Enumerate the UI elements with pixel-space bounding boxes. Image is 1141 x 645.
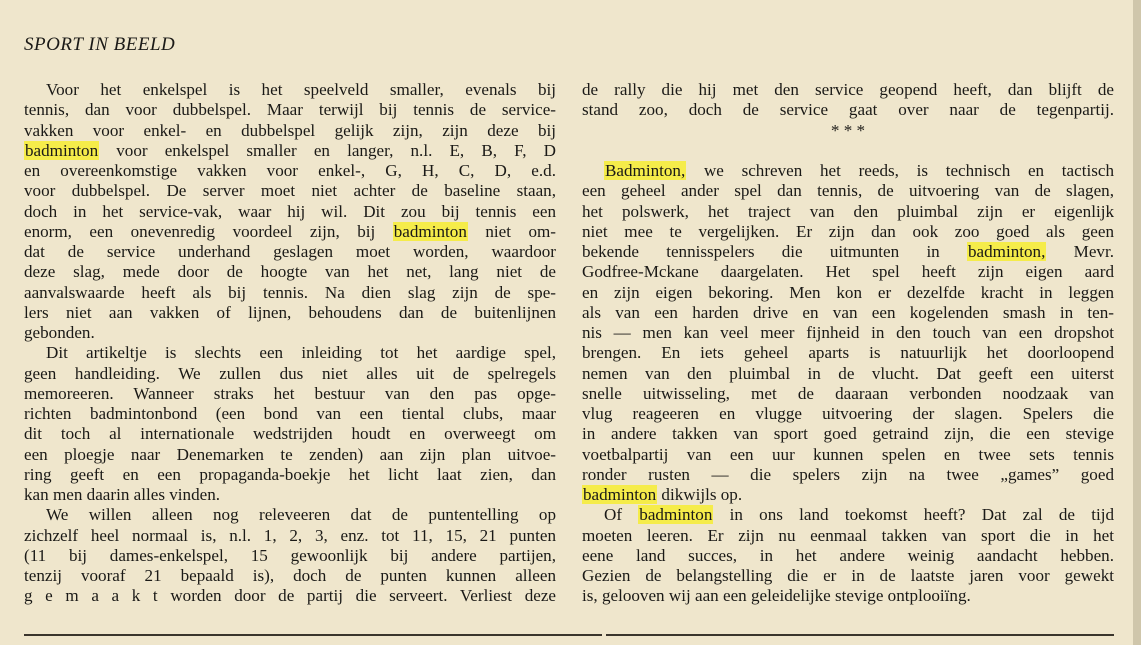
- text-line: [582, 343, 1114, 363]
- text-line: [24, 202, 556, 222]
- text-line: [582, 303, 1114, 323]
- text-run: deze slag, mede door de hoogte van het net, lang niet de: [24, 262, 556, 282]
- text-run: enorm, een onevenredig voordeel zijn, bij: [24, 221, 393, 241]
- section-separator: [582, 121, 1114, 141]
- text-line: [24, 404, 556, 424]
- text-line: [582, 283, 1114, 303]
- text-line: [582, 526, 1114, 546]
- text-line: [582, 364, 1114, 384]
- text-line: [582, 161, 1114, 181]
- left-column: [24, 80, 556, 607]
- text-run: (11 bij dames-enkelspel, 15 gewoonlijk bij andere partijen,: [24, 545, 556, 565]
- text-line: [582, 100, 1114, 120]
- text-run: ronder rusten — die spelers zijn na twee „games” goed: [582, 464, 1114, 484]
- text-line: [24, 283, 556, 303]
- text-line: [582, 586, 1114, 606]
- text-run: in andere takken van sport goed getraind zijn, die een stevige: [582, 424, 1114, 444]
- page-edge: [1133, 0, 1141, 645]
- text-line: [582, 222, 1114, 242]
- text-run: vlug reageeren en vlugge uitvoering der slagen. Spelers die: [582, 404, 1114, 423]
- text-run: tenzij vooraf 21 bepaald is), doch de punten kunnen alleen: [24, 566, 556, 585]
- text-run: ring geeft en een propaganda-boekje het licht laat zien, dan: [24, 464, 556, 484]
- text-run: richten badmintonbond (een bond van een tiental clubs, maar: [24, 404, 556, 423]
- text-run: gebonden.: [24, 323, 95, 342]
- text-run: bekende tennisspelers die uitmunten in: [582, 242, 967, 261]
- text-line: [24, 445, 556, 465]
- text-run: nemen van den pluimbal in de vlucht. Dat geeft een uiterst: [582, 363, 1114, 383]
- text-run: niet om-: [467, 221, 556, 241]
- text-run: voor dubbelspel. De server moet niet achter de baseline staan,: [24, 181, 556, 201]
- text-line: [582, 181, 1114, 201]
- text-line: [582, 262, 1114, 282]
- right-column: [582, 80, 1114, 607]
- text-line: [582, 445, 1114, 465]
- text-run: nis — men kan veel meer fijnheid in den touch van een dropshot: [582, 323, 1114, 342]
- text-line: [24, 303, 556, 323]
- text-run: dit toch al internationale wedstrijden houdt en overweegt om: [24, 424, 556, 444]
- text-line: [24, 181, 556, 201]
- paragraph-spacer: [582, 141, 1114, 161]
- text-run: Of: [604, 505, 639, 525]
- text-line: [582, 202, 1114, 222]
- text-line: [24, 384, 556, 404]
- text-line: [24, 323, 556, 343]
- text-line: [582, 566, 1114, 586]
- text-run: Gezien de belangstelling die er in de laatste jaren voor gewekt: [582, 566, 1114, 585]
- text-run: stand zoo, doch de service gaat over naar de tegenpartij.: [582, 100, 1114, 120]
- text-run: * * *: [830, 120, 866, 140]
- text-line: [582, 242, 1114, 262]
- text-line: [582, 424, 1114, 444]
- text-line: [24, 505, 556, 525]
- text-line: [24, 465, 556, 485]
- text-run: dikwijls op.: [657, 485, 743, 504]
- text-line: [582, 505, 1114, 525]
- text-line: [24, 222, 556, 242]
- text-line: [24, 364, 556, 384]
- text-line: [24, 343, 556, 363]
- text-run: moeten leeren. Er zijn nu eenmaal takken van sport die in het: [582, 525, 1114, 545]
- text-line: [24, 424, 556, 444]
- text-line: [582, 384, 1114, 404]
- text-run: doch in het service-vak, waar hij wil. Dit zou bij tennis een: [24, 201, 556, 221]
- text-run: is, gelooven wij aan een geleidelijke stevige ontplooiïng.: [582, 586, 971, 606]
- text-run: eene land succes, in het andere weinig aandacht hebben.: [582, 545, 1114, 565]
- text-line: [24, 526, 556, 546]
- text-run: We willen alleen nog releveeren dat de puntentelling op: [46, 505, 556, 525]
- running-header: SPORT IN BEELD: [24, 34, 176, 55]
- text-run: zichzelf heel normaal is, n.l. 1, 2, 3, enz. tot 11, 15, 21 punten: [24, 525, 556, 545]
- text-run: in ons land toekomst heeft? Dat zal de tijd: [713, 505, 1114, 525]
- text-line: [582, 546, 1114, 566]
- text-line: [582, 465, 1114, 485]
- text-run: Dit artikeltje is slechts een inleiding tot het aardige spel,: [46, 343, 556, 363]
- text-run: en zijn eigen bekoring. Men kon er dezelfde kracht in leggen: [582, 282, 1114, 302]
- text-line: [24, 161, 556, 181]
- text-run: de rally die hij met den service geopend heeft, dan blijft de: [582, 80, 1114, 99]
- highlighted-term: badminton,: [967, 242, 1046, 261]
- text-run: dat de service underhand geslagen moet worden, waardoor: [24, 242, 556, 261]
- highlighted-term: badminton: [25, 140, 99, 160]
- text-line: [24, 566, 556, 586]
- text-run: Godfree-Mckane daargelaten. Het spel heeft zijn eigen aard: [582, 262, 1114, 282]
- highlighted-term: badminton: [583, 485, 657, 504]
- text-run: snelle uitwisseling, met de daaraan verbonden noodzaak van: [582, 383, 1114, 403]
- text-line: [24, 121, 556, 141]
- text-run: we schreven het reeds, is technisch en tactisch: [686, 161, 1114, 180]
- text-run: als van een harden drive en van een kogelenden smash in ten-: [582, 302, 1114, 322]
- highlighted-term: badminton: [639, 505, 713, 525]
- text-run: geen handleiding. We zullen dus niet alles uit de spelregels: [24, 363, 556, 383]
- text-run: memoreeren. Wanneer straks het bestuur van den pas opge-: [24, 383, 556, 403]
- text-run: niet mee te vergelijken. Er zijn dan ook zoo goed als geen: [582, 221, 1114, 241]
- text-line: [582, 323, 1114, 343]
- text-run: een geheel ander spel dan tennis, de uitvoering van de slagen,: [582, 181, 1114, 201]
- text-run: Mevr.: [1046, 242, 1114, 261]
- text-line: [24, 546, 556, 566]
- bottom-rule-left: [24, 634, 602, 636]
- text-line: [582, 80, 1114, 100]
- text-run: vakken voor enkel- en dubbelspel gelijk zijn, zijn deze bij: [24, 120, 556, 140]
- highlighted-term: Badminton,: [605, 161, 686, 180]
- text-run: tennis, dan voor dubbelspel. Maar terwijl bij tennis de service-: [24, 100, 556, 120]
- text-run: een ploegje naar Denemarken te zenden) aan zijn plan uitvoe-: [24, 444, 556, 464]
- text-run: voor enkelspel smaller en langer, n.l. E, B, F, D: [99, 140, 556, 160]
- text-run: Voor het enkelspel is het speelveld smaller, evenals bij: [46, 80, 556, 99]
- text-line: [24, 242, 556, 262]
- text-run: lers niet aan vakken of lijnen, behoudens dan de buitenlijnen: [24, 302, 556, 322]
- text-run: aanvalswaarde heeft als bij tennis. Na dien slag zijn de spe-: [24, 282, 556, 302]
- text-run: brengen. En iets geheel aparts is natuurlijk het doorloopend: [582, 343, 1114, 363]
- text-run: het polswerk, het traject van den pluimbal zijn er eigenlijk: [582, 201, 1114, 221]
- text-line: [24, 100, 556, 120]
- text-line: [582, 485, 1114, 505]
- text-run: voetbalpartij van een uur kunnen spelen en twee sets tennis: [582, 444, 1114, 464]
- text-line: [582, 404, 1114, 424]
- text-line: [24, 80, 556, 100]
- highlighted-term: badminton: [393, 221, 467, 241]
- text-line: [24, 485, 556, 505]
- text-line: [24, 141, 556, 161]
- text-line: [24, 262, 556, 282]
- bottom-rule-right: [606, 634, 1114, 636]
- text-line: [24, 586, 556, 606]
- text-run: en overeenkomstige vakken voor enkel-, G, H, C, D, e.d.: [24, 161, 556, 180]
- text-run: kan men daarin alles vinden.: [24, 485, 221, 504]
- text-run: g e m a a k t worden door de partij die serveert. Verliest deze: [24, 586, 556, 606]
